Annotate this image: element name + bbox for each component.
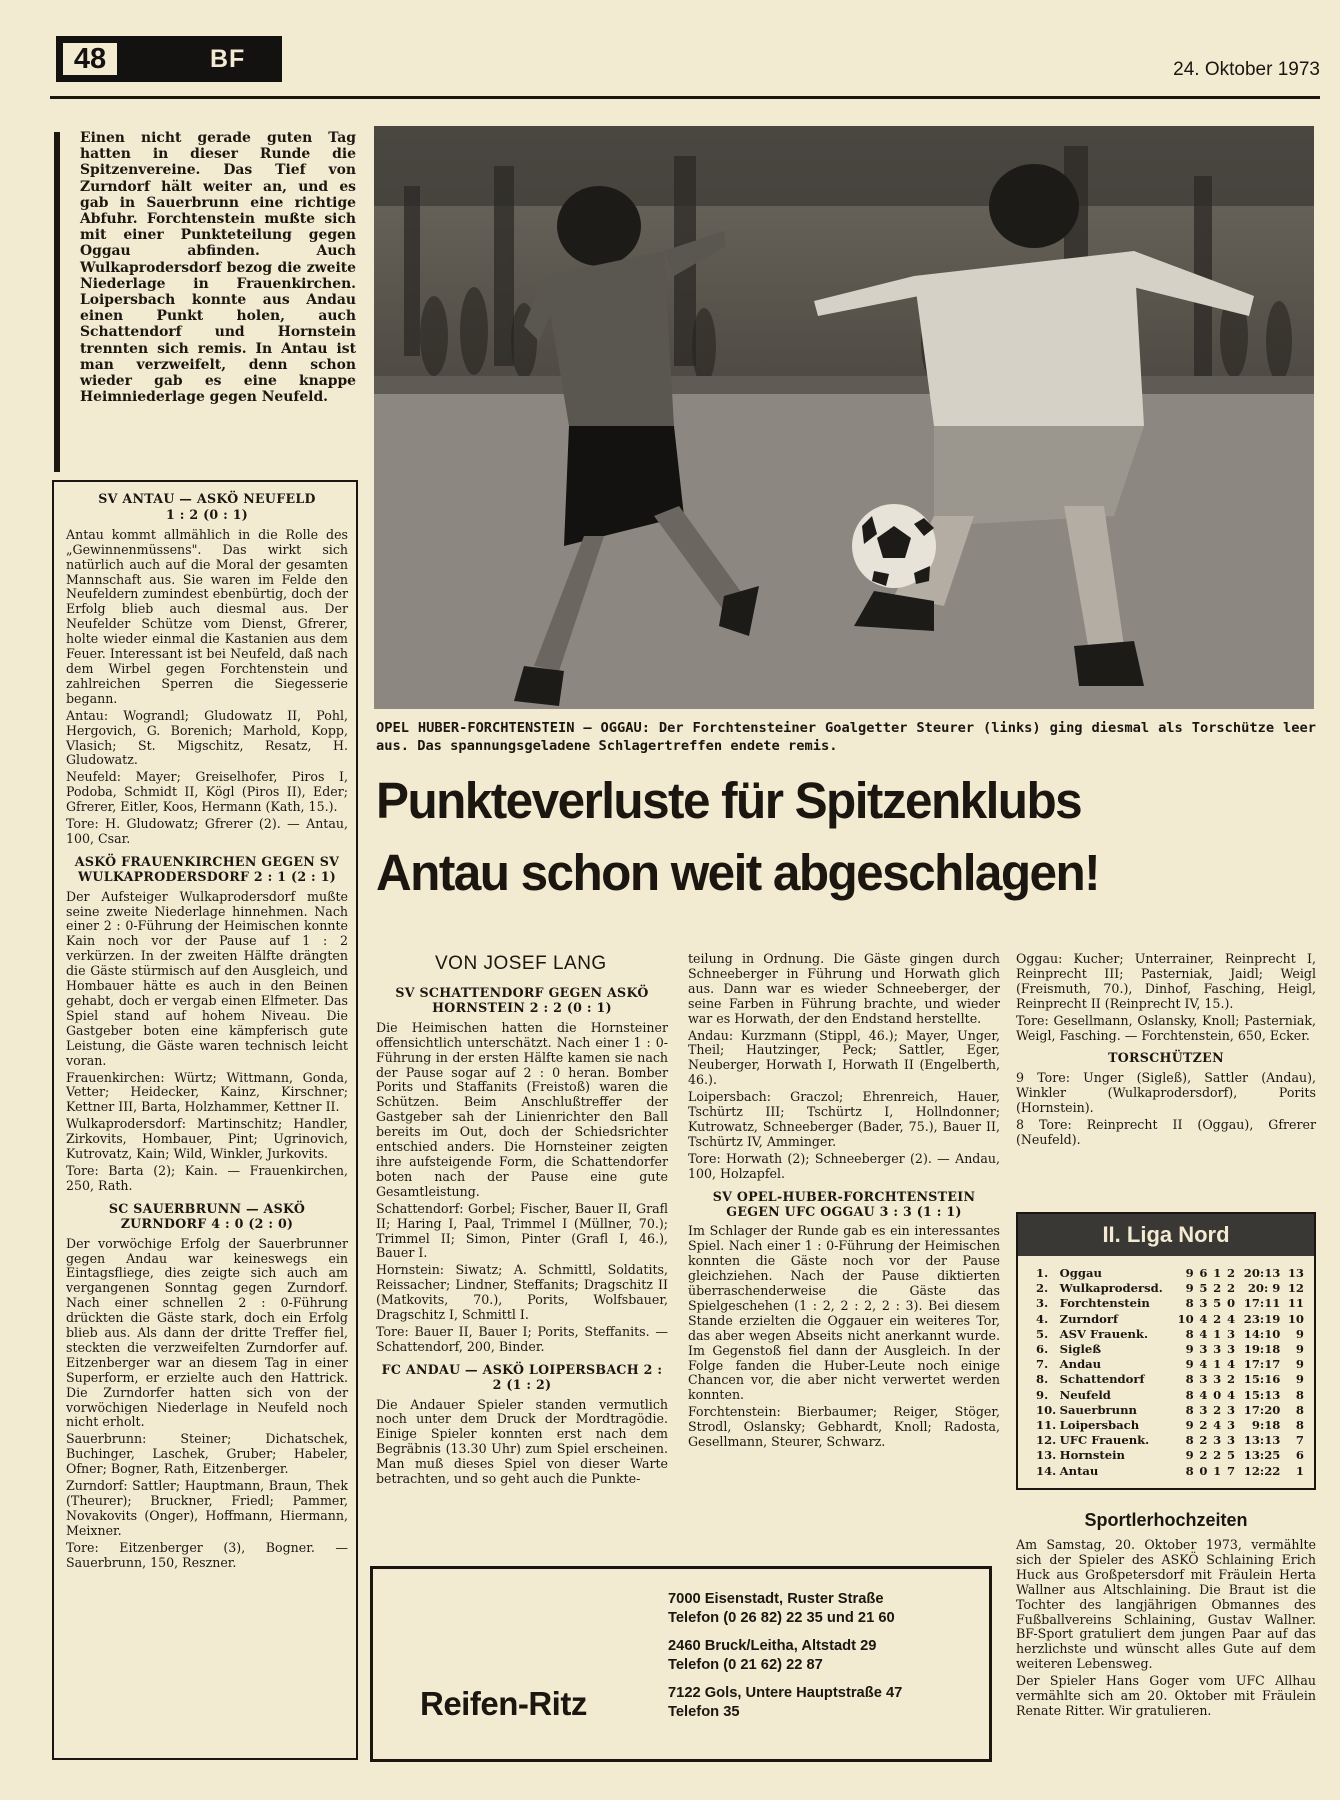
ad-phone: Telefon (0 26 82) 22 35 und 21 60 xyxy=(668,1609,895,1626)
table-cell-w: 3 xyxy=(1199,1296,1208,1311)
table-cell-pos: 10. xyxy=(1036,1402,1057,1417)
match-title-antau-neufeld: SV ANTAU — ASKÖ NEUFELD xyxy=(98,491,316,506)
table-row xyxy=(1036,1388,1304,1403)
table-cell-pos: 4. xyxy=(1036,1311,1049,1326)
table-cell-pts: 9 xyxy=(1295,1342,1304,1357)
table-cell-w: 2 xyxy=(1199,1418,1208,1433)
weddings-content xyxy=(1016,1538,1316,1721)
match-report: Der vorwöchige Erfolg der Sauerbrunner gegen Andau war keineswegs ein Eintagsfliege, dies zeigte sich auch am vergangenen Sonntag gegen Zurndorf. Nach einer schnellen 2 : 0-Führung drückten die Gäste stark, doch ein Erfolg blieb aus. Als dann der dritte Treffer fiel, steckten die verzweifelten Zurndorfer auf. Eitzenberger war an diesem Tag in einer Superform, er erzielte auch den Hattrick. Die Zurndorfer hatten sich von der vorwöchigen Niederlage in Neufeld noch nicht erholt. xyxy=(66,1235,348,1430)
table-cell-d: 3 xyxy=(1213,1372,1222,1387)
table-cell-w: 2 xyxy=(1199,1448,1208,1463)
col4-content xyxy=(1016,952,1316,1150)
table-cell-g: 8 xyxy=(1185,1296,1194,1311)
table-cell-g: 8 xyxy=(1185,1433,1194,1448)
table-cell-l: 0 xyxy=(1226,1296,1236,1311)
table-cell-pos: 12. xyxy=(1036,1433,1057,1448)
table-cell-l: 4 xyxy=(1226,1311,1236,1326)
lineup-forchtenstein: Forchtenstein: Bierbaumer; Reiger, Stöger, Strodl, Oslansky; Gebhardt, Knoll; Radosta, Gesellmann, Steurer, Schwarz. xyxy=(688,1404,1000,1450)
table-cell-w: 4 xyxy=(1199,1326,1208,1341)
table-title: II. Liga Nord xyxy=(1102,1222,1230,1247)
col3-content xyxy=(688,952,1000,1452)
ad-address: 7122 Gols, Untere Hauptstraße 47 xyxy=(668,1685,903,1701)
col2-content xyxy=(376,980,668,1489)
lineup-hornstein: Hornstein: Siwatz; A. Schmittl, Soldatits, Reissacher; Lindner, Steffanits; Dragschitz II (Matkovits, 70.), Porits, Wolfsbauer, Dragschitz I, Schmittl I. xyxy=(376,1262,668,1323)
table-cell-pts: 7 xyxy=(1295,1433,1304,1448)
match-title-sauerbrunn: SC SAUERBRUNN — ASKÖ ZURNDORF 4 : 0 (2 : 0) xyxy=(108,1200,306,1231)
scorers-entry: 8 Tore: Reinprecht II (Oggau), Gfrerer (Neufeld). xyxy=(1016,1117,1316,1147)
table-cell-d: 4 xyxy=(1213,1418,1222,1433)
header-rule xyxy=(50,96,1320,99)
goals-line: Tore: Eitzenberger (3), Bogner. — Sauerbrunn, 150, Reszner. xyxy=(66,1539,348,1570)
table-cell-g: 9 xyxy=(1185,1342,1194,1357)
table-cell-goals: 17:17 xyxy=(1243,1357,1281,1372)
table-cell-team: Wulkaprodersd. xyxy=(1059,1281,1163,1296)
table-cell-pts: 8 xyxy=(1295,1418,1304,1433)
table-cell-d: 2 xyxy=(1213,1311,1222,1326)
table-row xyxy=(1036,1357,1304,1372)
table-cell-pts: 9 xyxy=(1295,1372,1304,1387)
table-cell-pos: 3. xyxy=(1036,1296,1049,1311)
table-cell-g: 9 xyxy=(1185,1418,1194,1433)
table-cell-pts: 10 xyxy=(1287,1311,1304,1326)
table-cell-d: 0 xyxy=(1213,1387,1222,1402)
goals-line: Tore: H. Gludowatz; Gfrerer (2). — Antau, 100, Csar. xyxy=(66,816,348,846)
weddings-title: Sportlerhochzeiten xyxy=(1084,1510,1248,1530)
table-row xyxy=(1036,1342,1304,1357)
league-table xyxy=(1016,1212,1316,1490)
table-cell-goals: 17:11 xyxy=(1243,1296,1281,1311)
table-cell-l: 2 xyxy=(1226,1281,1236,1296)
ad-address: 2460 Bruck/Leitha, Altstadt 29 xyxy=(668,1638,877,1654)
table-cell-goals: 14:10 xyxy=(1243,1326,1281,1341)
table-cell-d: 5 xyxy=(1213,1296,1222,1311)
table-cell-l: 3 xyxy=(1226,1342,1236,1357)
table-cell-l: 4 xyxy=(1226,1357,1236,1372)
table-cell-w: 0 xyxy=(1199,1463,1208,1478)
table-cell-w: 6 xyxy=(1199,1266,1208,1280)
table-cell-g: 9 xyxy=(1185,1266,1194,1280)
table-cell-goals: 19:18 xyxy=(1243,1342,1281,1357)
table-cell-d: 2 xyxy=(1213,1448,1222,1463)
lineup-oggau: Oggau: Kucher; Unterrainer, Reinprecht I, Reinprecht III; Pasterniak, Jaidl; Weigl (Freismuth, 70.), Dinhof, Fasching, Heigl, Reinprecht II (Reinprecht IV, 15.). xyxy=(1016,951,1316,1011)
lineup-frauenkirchen: Frauenkirchen: Würtz; Wittmann, Gonda, Vetter; Heidecker, Kainz, Kirschner; Kettner III, Barta, Holzhammer, Kettner II. xyxy=(66,1069,348,1115)
photo-caption: OPEL HUBER-FORCHTENSTEIN — OGGAU: Der Forchtensteiner Goalgetter Steurer (links) ging diesmal als Torschütze leer aus. Das spannungsgeladene Schlagertreffen endete remis. xyxy=(376,720,1316,754)
table-cell-d: 1 xyxy=(1213,1357,1222,1372)
ad-addresses xyxy=(668,1590,978,1721)
table-cell-pts: 1 xyxy=(1295,1463,1304,1478)
ad-address: 7000 Eisenstadt, Ruster Straße xyxy=(668,1591,884,1607)
table-cell-d: 3 xyxy=(1213,1433,1222,1448)
goals-line: Tore: Bauer II, Bauer I; Porits, Steffanits. — Schattendorf, 200, Binder. xyxy=(376,1323,668,1354)
table-cell-l: 7 xyxy=(1226,1463,1236,1478)
page-number: 48 xyxy=(73,43,107,75)
table-cell-team: ASV Frauenk. xyxy=(1059,1326,1148,1341)
table-cell-w: 4 xyxy=(1199,1357,1208,1372)
table-cell-goals: 20:13 xyxy=(1243,1266,1281,1280)
table-cell-pts: 9 xyxy=(1295,1357,1304,1372)
match-title-forchtenstein: SV OPEL-HUBER-FORCHTENSTEIN GEGEN UFC OGGAU 3 : 3 (1 : 1) xyxy=(712,1188,976,1219)
table-row xyxy=(1036,1281,1304,1296)
table-cell-d: 1 xyxy=(1213,1326,1222,1341)
table-cell-l: 5 xyxy=(1226,1448,1236,1463)
table-cell-team: Schattendorf xyxy=(1059,1372,1145,1387)
table-cell-pos: 8. xyxy=(1036,1372,1049,1387)
table-cell-team: Hornstein xyxy=(1059,1448,1125,1463)
wedding-notice: Am Samstag, 20. Oktober 1973, vermählte sich der Spieler des ASKÖ Schlaining Erich Huck aus Großpetersdorf mit Fräulein Herta Wallner aus Altschlaining. Die Braut ist die Tochter des langjährigen Obmannes des Fußballvereins Schlaining, Gustav Wallner. BF-Sport gratuliert dem jungen Paar auf das herzlichste und wünscht alles Gute auf dem weiteren Lebensweg. xyxy=(1016,1537,1316,1672)
byline: VON JOSEF LANG xyxy=(435,953,607,974)
ad-phone: Telefon 35 xyxy=(668,1703,740,1720)
table-row xyxy=(1036,1266,1304,1281)
table-cell-pos: 6. xyxy=(1036,1342,1049,1357)
table-cell-pos: 9. xyxy=(1036,1387,1049,1402)
table-cell-pos: 7. xyxy=(1036,1357,1049,1372)
table-cell-w: 2 xyxy=(1199,1433,1208,1448)
table-cell-pos: 2. xyxy=(1036,1281,1049,1296)
table-cell-w: 3 xyxy=(1199,1402,1208,1417)
ad-phone: Telefon (0 21 62) 22 87 xyxy=(668,1656,823,1673)
lineup-sauerbrunn: Sauerbrunn: Steiner; Dichatschek, Buchinger, Laschek, Gruber; Habeler, Ofner; Bogner, Rath, Eitzenberger. xyxy=(66,1431,348,1477)
table-cell-l: 2 xyxy=(1226,1266,1236,1280)
table-cell-g: 8 xyxy=(1185,1463,1194,1478)
table-cell-team: Andau xyxy=(1059,1357,1102,1372)
lineup-zurndorf: Zurndorf: Sattler; Hauptmann, Braun, Thek (Theurer); Bruckner, Friedl; Pammer, Novakovits (Onger), Hoffmann, Hiermann, Meixner. xyxy=(66,1478,348,1538)
scorers-entry: 9 Tore: Unger (Sigleß), Sattler (Andau), Winkler (Wulkaprodersdorf), Porits (Hornstein). xyxy=(1016,1070,1316,1116)
table-cell-goals: 15:13 xyxy=(1243,1387,1281,1402)
table-cell-pts: 8 xyxy=(1295,1402,1304,1417)
lead-paragraph: Einen nicht gerade guten Tag hatten in dieser Runde die Spitzenvereine. Das Tief von Zurndorf hält weiter an, und es gab in Sauerbrunn eine richtige Abfuhr. Forchtenstein mußte sich mit einer Punkteteilung gegen Oggau abfinden. Auch Wulkaprodersdorf bezog die zweite Niederlage in Frauenkirchen. Loipersbach konnte aus Andau einen Punkt holen, auch Schattendorf und Hornstein trennten sich remis. In Antau ist man verzweifelt, denn schon wieder gab es eine knappe Heimniederlage gegen Neufeld. xyxy=(80,130,356,406)
table-header xyxy=(1018,1214,1314,1256)
table-cell-goals: 9:18 xyxy=(1251,1418,1281,1433)
table-cell-team: Antau xyxy=(1059,1463,1099,1478)
table-cell-goals: 17:20 xyxy=(1243,1402,1281,1417)
match-title-andau: FC ANDAU — ASKÖ LOIPERSBACH 2 : 2 (1 : 2) xyxy=(381,1361,663,1392)
table-body xyxy=(1018,1256,1314,1479)
table-cell-g: 8 xyxy=(1185,1402,1194,1417)
table-cell-d: 2 xyxy=(1213,1281,1222,1296)
table-cell-l: 2 xyxy=(1226,1372,1236,1387)
paper-name: BF xyxy=(210,45,246,73)
table-cell-g: 9 xyxy=(1185,1357,1194,1372)
table-row xyxy=(1036,1448,1304,1463)
table-cell-pos: 13. xyxy=(1036,1448,1057,1463)
table-cell-pts: 13 xyxy=(1287,1266,1304,1280)
table-cell-g: 8 xyxy=(1185,1372,1194,1387)
issue-date: 24. Oktober 1973 xyxy=(1173,59,1320,80)
table-cell-goals: 15:16 xyxy=(1243,1372,1281,1387)
table-cell-team: Zurndorf xyxy=(1059,1311,1119,1326)
table-cell-goals: 12:22 xyxy=(1243,1463,1281,1478)
match-title-schattendorf: SV SCHATTENDORF GEGEN ASKÖ HORNSTEIN 2 : 2 (0 : 1) xyxy=(395,985,649,1015)
table-cell-team: Loipersbach xyxy=(1059,1418,1140,1433)
table-cell-w: 5 xyxy=(1199,1281,1208,1296)
football-photo-illustration xyxy=(374,126,1314,709)
wedding-notice: Der Spieler Hans Goger vom UFC Allhau vermählte sich am 20. Oktober mit Fräulein Renate Ritter. Wir gratulieren. xyxy=(1016,1673,1316,1718)
table-cell-team: UFC Frauenk. xyxy=(1059,1433,1150,1448)
table-cell-pos: 1. xyxy=(1036,1266,1049,1280)
match-photo xyxy=(374,126,1314,709)
table-cell-team: Oggau xyxy=(1059,1266,1102,1280)
table-row xyxy=(1036,1464,1304,1479)
football-figure xyxy=(852,504,936,588)
table-row xyxy=(1036,1418,1304,1433)
goals-line: Tore: Horwath (2); Schneeberger (2). — Andau, 100, Holzapfel. xyxy=(688,1150,1000,1181)
table-cell-team: Forchtenstein xyxy=(1059,1296,1150,1311)
lead-marker xyxy=(54,132,60,472)
match-report: Die Andauer Spieler standen vermutlich noch unter dem Druck der Mordtragödie. Einige Spieler konnten erst nach dem Begräbnis (13.30 Uhr) zum Spiel erscheinen. Man muß dieses Spiel von dieser Warte betrachten, und so geht auch die Punkte- xyxy=(376,1396,668,1487)
table-cell-d: 1 xyxy=(1213,1463,1222,1478)
match-score: 1 : 2 (0 : 1) xyxy=(165,506,249,522)
table-cell-d: 2 xyxy=(1213,1402,1222,1417)
table-cell-pos: 11. xyxy=(1036,1418,1057,1433)
table-cell-l: 3 xyxy=(1226,1418,1236,1433)
table-cell-w: 3 xyxy=(1199,1372,1208,1387)
table-cell-g: 10 xyxy=(1177,1311,1194,1326)
table-cell-g: 8 xyxy=(1185,1326,1194,1341)
table-cell-pts: 12 xyxy=(1287,1281,1304,1296)
col1-content xyxy=(66,488,348,1573)
table-row xyxy=(1036,1312,1304,1327)
table-cell-pos: 14. xyxy=(1036,1463,1057,1478)
table-cell-w: 4 xyxy=(1199,1311,1208,1326)
table-cell-goals: 13:13 xyxy=(1243,1433,1281,1448)
lineup-wulkaprodersdorf: Wulkaprodersdorf: Martinschitz; Handler, Zirkovits, Hombauer, Pint; Ugrinovich, Kutrovatz, Kain; Wild, Winkler, Jurkovits. xyxy=(66,1116,348,1162)
ad-brand: Reifen-Ritz xyxy=(420,1685,587,1722)
table-cell-team: Sauerbrunn xyxy=(1059,1402,1137,1417)
table-row xyxy=(1036,1433,1304,1448)
table-row xyxy=(1036,1403,1304,1418)
table-cell-g: 8 xyxy=(1185,1387,1194,1402)
match-report: Im Schlager der Runde gab es ein interessantes Spiel. Nach einer 1 : 0-Führung der Heimischen konnten die Gäste noch vor der Pause gleichziehen. Nach der Pause diktierten überraschenderweise die Gäste das Spielgeschehen (1 : 2, 2 : 2, 2 : 3). Bei diesem Stande erzielten die Oggauer ein weiteres Tor, das aber wegen Abseits nicht anerkannt wurde. Im Gegenstoß fiel dann der Ausgleich. In der Folge fanden die Huber-Leute noch einige Chancen vor, die aber nicht verwertet werden konnten. xyxy=(688,1223,1000,1403)
table-cell-pts: 6 xyxy=(1295,1448,1304,1463)
goals-line: Tore: Gesellmann, Oslansky, Knoll; Pasterniak, Weigl, Fasching. — Forchtenstein, 650, Ecker. xyxy=(1016,1012,1316,1043)
match-title-frauenkirchen: ASKÖ FRAUENKIRCHEN GEGEN SV WULKAPRODERSDORF 2 : 1 (2 : 1) xyxy=(74,853,340,884)
match-report: Die Heimischen hatten die Hornsteiner offensichtlich unterschätzt. Nach einer 1 : 0-Führung in der ersten Hälfte kamen sie nach der Pause sogar auf 2 : 0 heran. Bomber Porits und Staffanits (Freistoß) waren die Schützen. Beim Anschlußtreffer der Gastgeber sah der Linienrichter den Ball bereits im Out, doch der Schiedsrichter entschied anders. Die Hornsteiner zeigten ihre aufsteigende Form, die Schattendorfer boten nach der Pause eine gute Gesamtleistung. xyxy=(376,1019,668,1199)
table-cell-pts: 11 xyxy=(1287,1296,1304,1311)
table-row xyxy=(1036,1372,1304,1387)
goals-line: Tore: Barta (2); Kain. — Frauenkirchen, 250, Rath. xyxy=(66,1162,348,1193)
headline-line2: Antau schon weit abgeschlagen! xyxy=(376,844,1100,901)
lineup-loipersbach: Loipersbach: Graczol; Ehrenreich, Hauer, Tschürtz III; Tschürtz I, Hollndonner; Kutrowatz, Schneeberger (Bader, 75.), Bauer II, Tschürtz IV, Amminger. xyxy=(688,1089,1000,1149)
lineup-neufeld: Neufeld: Mayer; Greiselhofer, Piros I, Podoba, Schmidt II, Kögl (Piros II), Eder; Gfrerer, Eitler, Koos, Hermann (Kath, 15.). xyxy=(66,769,348,815)
table-row xyxy=(1036,1327,1304,1342)
table-cell-l: 3 xyxy=(1226,1433,1236,1448)
table-cell-d: 3 xyxy=(1213,1342,1222,1357)
table-cell-goals: 13:25 xyxy=(1243,1448,1281,1463)
match-report: Der Aufsteiger Wulkaprodersdorf mußte seine zweite Niederlage hinnehmen. Nach einer 2 : 0-Führung der Heimischen konnte Kain noch vor der Pause auf 1 : 2 verkürzen. In der zweiten Hälfte drängten die Gäste stürmisch auf den Ausgleich, und Hombauer hätte es auch in den Beinen gehabt, doch er vergab einen Elfmeter. Das Spiel stand auf hohem Niveau. Die Gastgeber boten eine kämpferisch gute Leistung, die Gäste waren technisch leicht voran. xyxy=(66,888,348,1068)
table-cell-l: 3 xyxy=(1226,1326,1236,1341)
table-cell-g: 9 xyxy=(1185,1448,1194,1463)
table-cell-d: 1 xyxy=(1213,1266,1222,1280)
table-cell-pos: 5. xyxy=(1036,1326,1049,1341)
table-cell-w: 4 xyxy=(1199,1387,1208,1402)
table-cell-team: Sigleß xyxy=(1059,1342,1102,1357)
headline-line1: Punkteverluste für Spitzenklubs xyxy=(376,772,1082,829)
lineup-antau: Antau: Wograndl; Gludowatz II, Pohl, Hergovich, G. Borenich; Marhold, Kopp, Vlasich; St. Migschitz, Resatz, H. Gludowatz. xyxy=(66,707,348,768)
table-cell-w: 3 xyxy=(1199,1342,1208,1357)
scorers-title: TORSCHÜTZEN xyxy=(1108,1050,1224,1066)
table-row xyxy=(1036,1296,1304,1311)
table-cell-pts: 9 xyxy=(1295,1326,1304,1341)
table-cell-goals: 23:19 xyxy=(1243,1311,1281,1326)
match-report-cont: teilung in Ordnung. Die Gäste gingen durch Schneeberger in Führung und Horwath glich aus. Dann war es wieder Schneeberger, der seine Farben in Führung brachte, und wieder war es Horwath, der den Endstand herstellte. xyxy=(688,951,1000,1026)
lineup-schattendorf: Schattendorf: Gorbel; Fischer, Bauer II, Grafl II; Haring I, Paal, Trimmel I (Müllner, 70.); Trimmel II; Simon, Pinter (Grafl I, 46.), Bauer I. xyxy=(376,1200,668,1261)
table-cell-goals: 20: 9 xyxy=(1247,1281,1281,1296)
match-report: Antau kommt allmählich in die Rolle des „Gewinnenmüssens". Das wirkt sich natürlich auch auf die Moral der gesamten Mannschaft aus. Sie waren im Felde den Neufeldern zumindest ebenbürtig, doch der Erfolg blieb auch diesmal aus. Der Neufelder Schütze vom Dienst, Gfrerer, holte wieder einmal die Kastanien aus dem Feuer. Interessant ist bei Neufeld, daß nach dem Wirbel gegen Forchtenstein und zahlreichen Sperren die Siegesserie begann. xyxy=(66,526,348,706)
table-cell-team: Neufeld xyxy=(1059,1387,1111,1402)
lineup-andau: Andau: Kurzmann (Stippl, 46.); Mayer, Unger, Theil; Hautzinger, Peck; Sattler, Eger, Neuberger, Horwath I, Horwath II (Engelberth, 46.). xyxy=(688,1027,1000,1088)
table-cell-pts: 8 xyxy=(1295,1387,1304,1402)
table-cell-l: 3 xyxy=(1226,1402,1236,1417)
table-cell-g: 9 xyxy=(1185,1281,1194,1296)
table-cell-l: 4 xyxy=(1226,1387,1236,1402)
